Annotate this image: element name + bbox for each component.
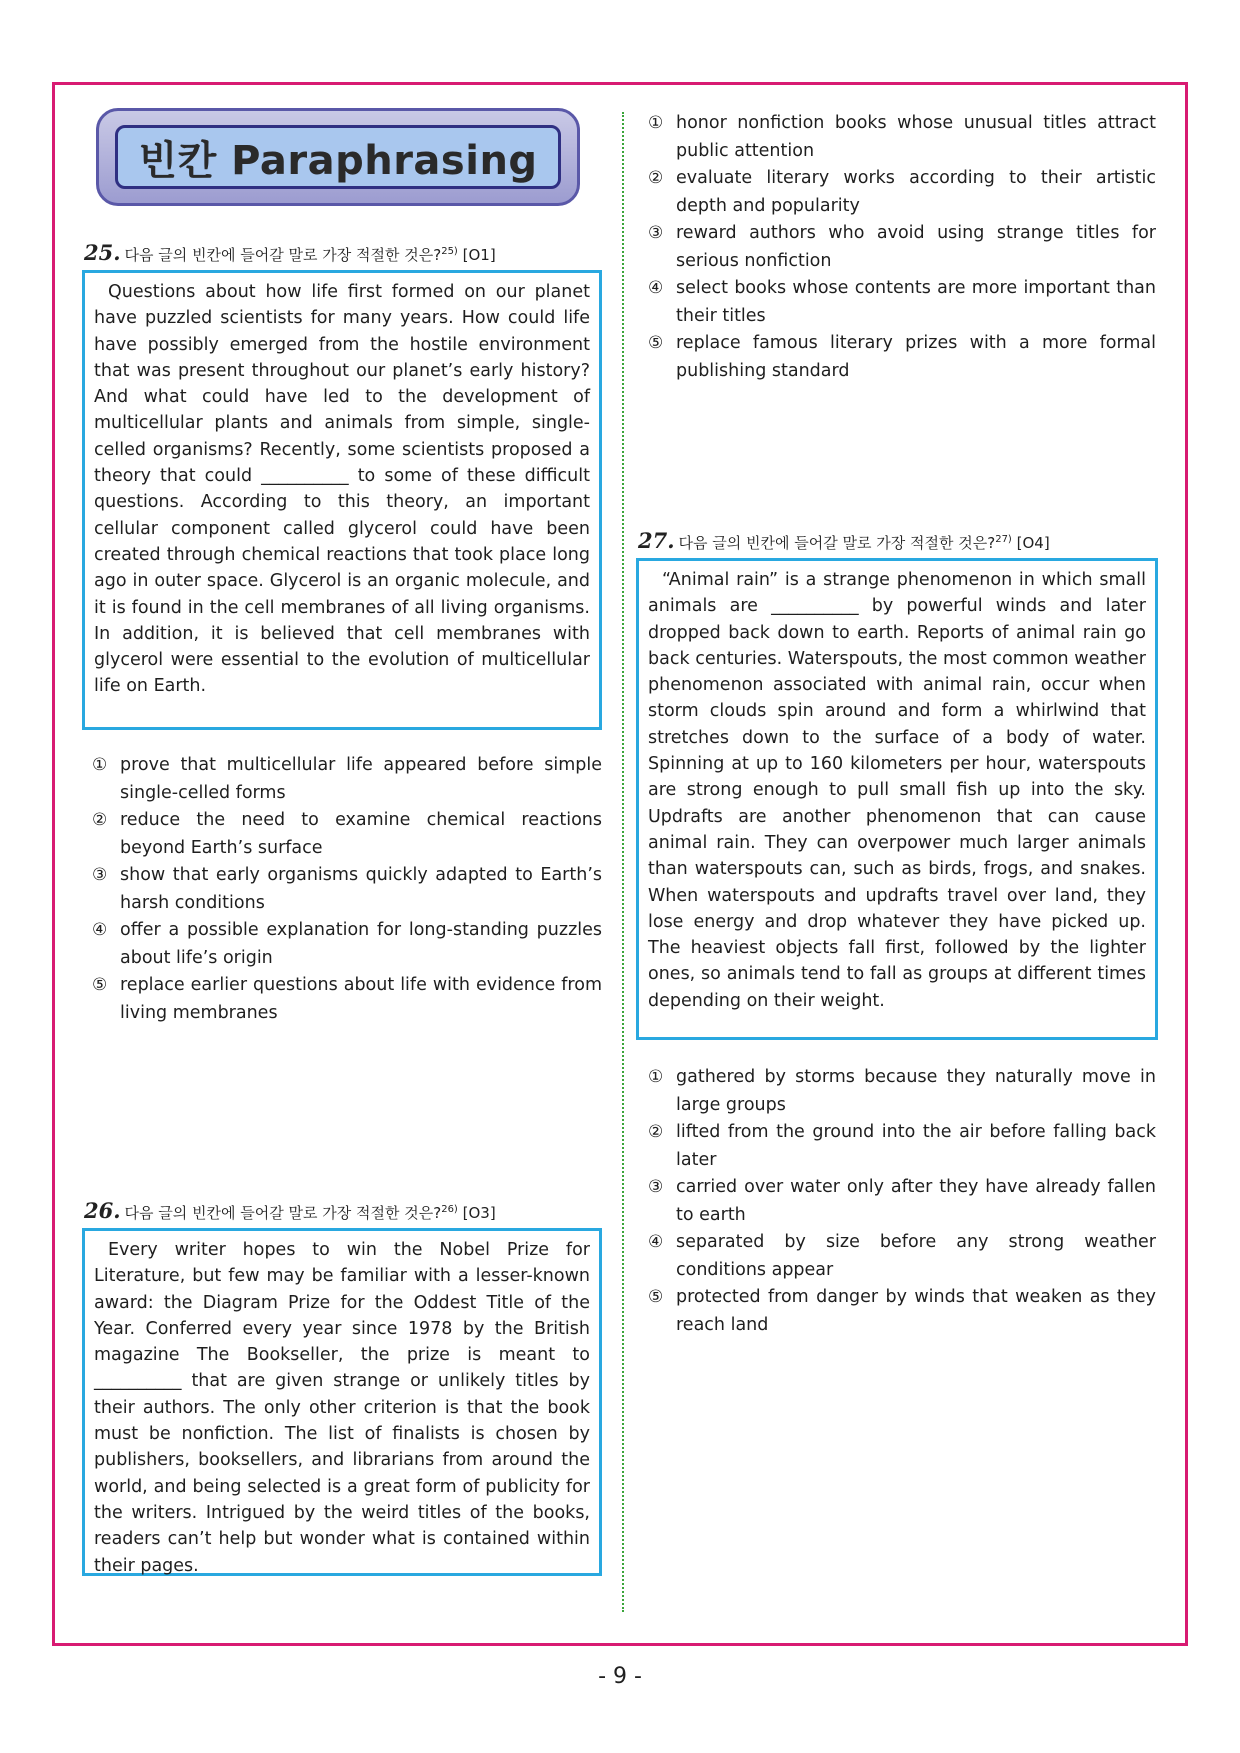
question-25-choices (92, 752, 602, 1027)
question-26-choices (648, 110, 1156, 385)
column-divider (622, 112, 624, 1612)
choice-item[interactable] (648, 220, 1156, 275)
choice-text: separated by size before any strong weather conditions appear (676, 1232, 1156, 1280)
choice-item[interactable] (648, 1119, 1156, 1174)
choice-text: show that early organisms quickly adapted to Earth’s harsh conditions (120, 865, 602, 913)
question-number: 25. (84, 240, 121, 265)
choice-text: carried over water only after they have already fallen to earth (676, 1177, 1156, 1225)
question-26-passage (82, 1228, 602, 1576)
choice-mark: ⑤ (92, 975, 108, 995)
choice-text: honor nonfiction books whose unusual titles attract public attention (676, 113, 1156, 161)
question-27-passage (636, 558, 1158, 1040)
question-26-header (84, 1198, 496, 1223)
choice-item[interactable] (92, 807, 602, 862)
choice-item[interactable] (648, 330, 1156, 385)
choice-text: reward authors who avoid using strange titles for serious nonfiction (676, 223, 1156, 271)
choice-mark: ⑤ (648, 333, 664, 353)
choice-item[interactable] (648, 275, 1156, 330)
choice-mark: ③ (648, 223, 664, 243)
choice-mark: ② (648, 168, 664, 188)
choice-text: prove that multicellular life appeared before simple single-celled forms (120, 755, 602, 803)
choice-text: evaluate literary works according to their artistic depth and popularity (676, 168, 1156, 216)
choice-item[interactable] (648, 110, 1156, 165)
choice-item[interactable] (648, 165, 1156, 220)
choice-text: lifted from the ground into the air before falling back later (676, 1122, 1156, 1170)
choice-mark: ④ (648, 1232, 664, 1252)
choice-text: reduce the need to examine chemical reactions beyond Earth’s surface (120, 810, 602, 858)
choice-text: select books whose contents are more important than their titles (676, 278, 1156, 326)
choice-mark: ③ (92, 865, 108, 885)
choice-item[interactable] (92, 862, 602, 917)
choice-item[interactable] (648, 1229, 1156, 1284)
choice-mark: ⑤ (648, 1287, 664, 1307)
passage-text: “Animal rain” is a strange phenomenon in which small animals are __________ by powerful winds and later dropped back down to earth. Reports of animal rain go back centuries. Waterspouts, the most common weather phenomenon associated with animal rain, occur when storm clouds spin around and form a whirlwind that stretches down to the surface of a body of water. Spinning at up to 160 kilometers per hour, waterspouts are strong enough to pull small fish up into the sky. Updrafts are another phenomenon that can cause animal rain. They can overpower much larger animals than waterspouts can, such as birds, frogs, and snakes. When waterspouts and updrafts travel over land, they lose energy and drop whatever they have picked up. The heaviest objects fall first, followed by the lighter ones, so animals tend to fall as groups at different times depending on their weight. (648, 570, 1146, 1011)
passage-text: Questions about how life first formed on our planet have puzzled scientists for many years. How could life have possibly emerged from the hostile environment that was present throughout our planet’s early history? And what could have led to the development of multicellular plants and animals from simple, single-celled organisms? Recently, some scientists proposed a theory that could __________ to some of these difficult questions. According to this theory, an important cellular component called glycerol could have been created through chemical reactions that took place long ago in outer space. Glycerol is an organic molecule, and it is found in the cell membranes of all living organisms. In addition, it is believed that cell membranes with glycerol were essential to the evolution of multicellular life on Earth. (94, 282, 590, 697)
choice-mark: ② (648, 1122, 664, 1142)
question-25-passage (82, 270, 602, 730)
choice-item[interactable] (92, 917, 602, 972)
section-title-inner (115, 125, 561, 189)
choice-mark: ③ (648, 1177, 664, 1197)
choice-mark: ① (648, 1067, 664, 1087)
passage-text: Every writer hopes to win the Nobel Prize for Literature, but few may be familiar with a lesser-known award: the Diagram Prize for the Oddest Title of the Year. Conferred every year since 1978 by the British magazine The Bookseller, the prize is meant to __________ that are given strange or unlikely titles by their authors. The only other criterion is that the book must be nonfiction. The list of finalists is chosen by publishers, booksellers, and librarians from around the world, and being selected is a great form of publicity for the writers. Intrigued by the weird titles of the books, readers can’t help but wonder what is contained within their pages. (94, 1240, 590, 1576)
section-title-badge (96, 108, 580, 206)
choice-item[interactable] (92, 752, 602, 807)
question-code: [O1] (462, 246, 496, 264)
section-title: 빈칸 Paraphrasing (138, 137, 538, 184)
choice-text: replace famous literary prizes with a more formal publishing standard (676, 333, 1156, 381)
choice-mark: ① (92, 755, 108, 775)
choice-item[interactable] (92, 972, 602, 1027)
question-code: [O4] (1016, 534, 1050, 552)
footnote-ref: 26) (441, 1204, 458, 1215)
page-number: - 9 - (598, 1664, 642, 1689)
question-number: 26. (84, 1198, 121, 1223)
choice-mark: ④ (648, 278, 664, 298)
choice-mark: ④ (92, 920, 108, 940)
choice-mark: ① (648, 113, 664, 133)
choice-text: replace earlier questions about life with evidence from living membranes (120, 975, 602, 1023)
question-number: 27. (638, 528, 675, 553)
question-prompt: 다음 글의 빈칸에 들어갈 말로 가장 적절한 것은? (124, 246, 442, 264)
question-code: [O3] (462, 1204, 496, 1222)
footnote-ref: 25) (441, 246, 458, 257)
choice-item[interactable] (648, 1064, 1156, 1119)
question-27-choices (648, 1064, 1156, 1339)
question-prompt: 다음 글의 빈칸에 들어갈 말로 가장 적절한 것은? (124, 1204, 442, 1222)
choice-item[interactable] (648, 1174, 1156, 1229)
question-25-header (84, 240, 496, 265)
choice-text: protected from danger by winds that weaken as they reach land (676, 1287, 1156, 1335)
choice-mark: ② (92, 810, 108, 830)
choice-item[interactable] (648, 1284, 1156, 1339)
footnote-ref: 27) (995, 534, 1012, 545)
choice-text: offer a possible explanation for long-standing puzzles about life’s origin (120, 920, 602, 968)
question-27-header (638, 528, 1050, 553)
choice-text: gathered by storms because they naturally move in large groups (676, 1067, 1156, 1115)
question-prompt: 다음 글의 빈칸에 들어갈 말로 가장 적절한 것은? (678, 534, 996, 552)
